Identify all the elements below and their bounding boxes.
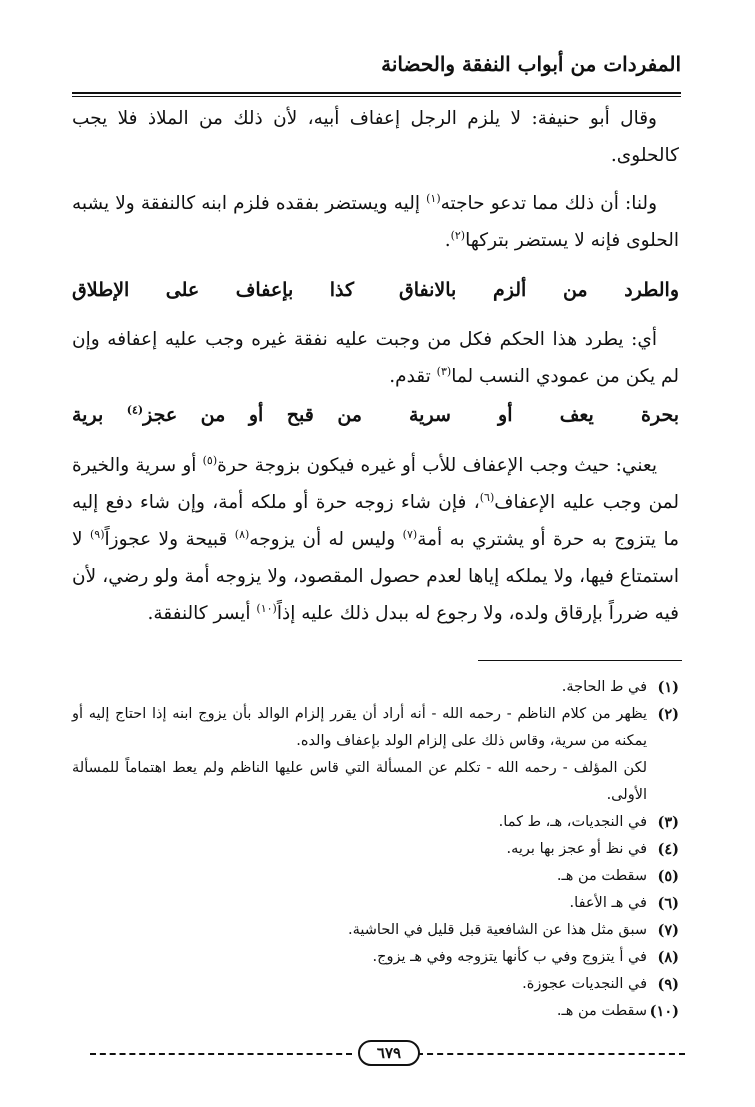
- footnote-number: (٥): [657, 868, 679, 885]
- footnote-number: (١): [657, 679, 679, 696]
- verse-hemistich-left: من قبح أو من عجز$^{(٤)}$ برية: [72, 403, 362, 426]
- footnote-continuation: لكن المؤلف - رحمه الله - تكلم عن المسألة التي قاس عليها الناظم ولم يعط اهتماماً للمسألة الأولى.: [72, 760, 647, 803]
- footnote-ref[interactable]: (١): [426, 191, 441, 205]
- main-text: [72, 100, 679, 632]
- footnote-text: سبق مثل هذا عن الشافعية قبل قليل في الحاشية.: [348, 922, 647, 938]
- footnote-text: في أ يتزوج وفي ب كأنها يتزوجه وفي هـ يزوج.: [372, 949, 647, 965]
- footnote-item: [72, 809, 679, 836]
- footnote-number: (٦): [657, 895, 679, 912]
- header-rule: [72, 92, 681, 94]
- footer-dashed-rule: [417, 1053, 685, 1055]
- footnote-number: (٢): [657, 706, 679, 723]
- footnote-text: في نظ أو عجز بها بريه.: [506, 841, 647, 857]
- paragraph-3: أي: يطرد هذا الحكم فكل من وجبت عليه نفقة غيره وجب عليه إعفافه وإن لم يكن من عمودي النسب لما$^{(٣)}$ تقدم.: [72, 329, 679, 387]
- footnote-item: [72, 836, 679, 863]
- footnote-text: يظهر من كلام الناظم - رحمه الله - أنه أراد أن يقرر إلزام الوالد بأن يزوج ابنه إذا احتاج إليه أو يمكنه من سرية، وقاس ذلك على إلزام الولد بإعفاف والده.: [72, 706, 647, 749]
- running-header: [74, 52, 681, 92]
- footnote-number: (٨): [657, 949, 679, 966]
- verse-hemistich-left: كذا بإعفاف على الإطلاق: [72, 279, 354, 301]
- footnote-item: [72, 890, 679, 917]
- footnote-ref[interactable]: (٨): [234, 527, 250, 541]
- footnote-number: (٣): [657, 814, 679, 831]
- footnote-item: [72, 971, 679, 998]
- footnote-text: في هـ الأعفا.: [569, 895, 647, 911]
- verse-line-2: [72, 395, 679, 435]
- footnote-number: (٤): [657, 841, 679, 858]
- footnote-item: [72, 674, 679, 701]
- footnote-item: [72, 944, 679, 971]
- footnote-item: [72, 863, 679, 890]
- page-number: ٦٧٩: [358, 1040, 420, 1066]
- verse-line-1: [72, 270, 679, 310]
- footnote-text: سقطت من هـ.: [556, 868, 647, 884]
- verse-hemistich-right: والطرد من ألزم بالانفاق: [399, 279, 679, 301]
- footnote-text: سقطت من هـ.: [556, 1003, 647, 1019]
- footnote-ref[interactable]: (١٠): [256, 601, 277, 615]
- footnotes: [72, 674, 679, 1025]
- header-rule-thin: [72, 96, 681, 97]
- footnote-number: (١٠): [649, 1003, 679, 1020]
- footnote-ref[interactable]: (٣): [436, 364, 452, 378]
- footnote-ref[interactable]: (٥): [202, 453, 218, 467]
- paragraph-4: يعني: حيث وجب الإعفاف للأب أو غيره فيكون بزوجة حرة$^{(٥)}$ أو سرية والخيرة لمن وجب عليه الإعفاف$^{(٦)}$، فإن شاء زوجه حرة أو ملكه أمة، وإن شاء دفع إليه ما يتزوج به حرة أو يشتري به أمة$^{(٧)}$ وليس له أن يزوجه$^{(٨)}$ قبيحة ولا عجوزاً$^{(٩)}$ لا استمتاع فيها، ولا يملكه إياها لعدم حصول المقصود، ولا يزوجه أمة ولو رضي، لأن فيه ضرراً بإرقاق ولده، ولا رجوع له ببدل ذلك عليه إذاً$^{(١٠)}$ أيسر كالنفقة.: [72, 453, 679, 624]
- page-footer: [90, 1040, 685, 1064]
- footnote-text: في النجديات، هـ، ط كما.: [498, 814, 647, 830]
- footnote-item: [72, 917, 679, 944]
- verse-hemistich-right: بحرة يعف أو سرية: [409, 404, 679, 426]
- paragraph-1: وقال أبو حنيفة: لا يلزم الرجل إعفاف أبيه، لأن ذلك من الملاذ فلا يجب كالحلوى.: [72, 108, 679, 166]
- footer-dashed-rule: [90, 1053, 352, 1055]
- footnote-number: (٧): [657, 922, 679, 939]
- footnote-ref[interactable]: (٧): [402, 527, 418, 541]
- footnote-item: [72, 998, 679, 1025]
- footnote-item: [72, 701, 679, 755]
- footnote-separator: [478, 660, 682, 661]
- footnote-text: في النجديات عجوزة.: [522, 976, 647, 992]
- footnote-ref[interactable]: (٦): [479, 490, 495, 504]
- footnote-number: (٩): [657, 976, 679, 993]
- footnote-ref[interactable]: (٢): [450, 228, 466, 242]
- footnote-ref[interactable]: (٩): [89, 527, 105, 541]
- paragraph-2: ولنا: أن ذلك مما تدعو حاجته$^{(١)}$ إليه ويستضر بفقده فلزم ابنه كالنفقة ولا يشبه الحلوى فإنه لا يستضر بتركها$^{(٢)}$.: [72, 191, 679, 251]
- footnote-text: في ط الحاجة.: [561, 679, 647, 695]
- running-header-title: المفردات من أبواب النفقة والحضانة: [381, 52, 681, 76]
- footnote-ref[interactable]: (٤): [126, 403, 144, 417]
